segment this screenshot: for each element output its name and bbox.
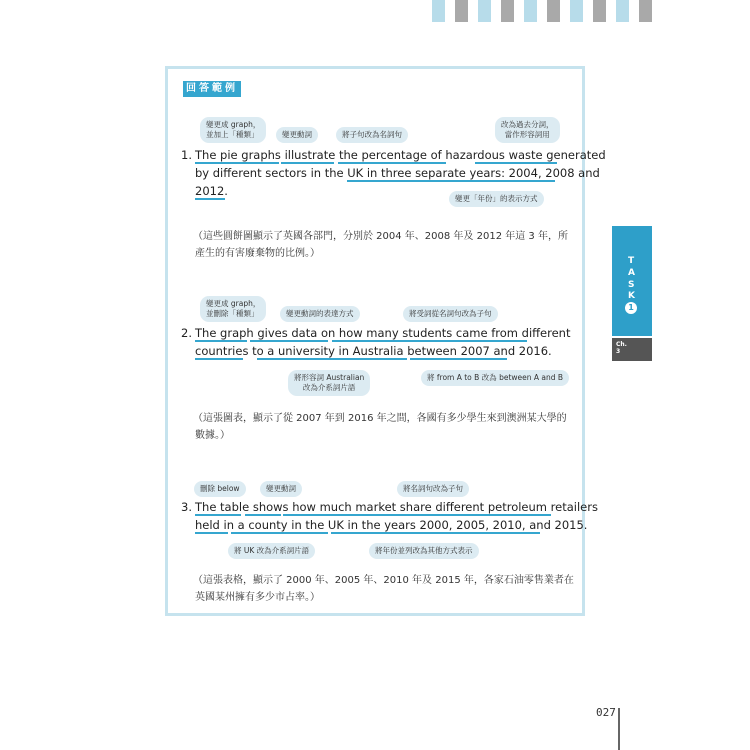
task-letter: A [628,268,635,278]
underline [195,198,225,200]
translation-1-line-1: （這些圓餅圖顯示了英國各部門，分別於 2004 年、2008 年及 2012 年這 3 年，所 [193,231,568,242]
stripe [478,0,491,22]
stripe [524,0,537,22]
underline [283,514,551,516]
underline [195,358,243,360]
note-bubble: 改為過去分詞， 當作形容詞用 [495,117,560,143]
stripe [616,0,629,22]
note-bubble: 將名詞句改為子句 [397,481,469,497]
sentence-1-line-3: 2012. [195,184,228,198]
stripe [501,0,514,22]
page-number-bar [618,708,620,750]
note-bubble: 將受詞從名詞句改為子句 [403,306,498,322]
note-bubble: 變更動詞 [260,481,302,497]
chapter-tab [612,338,652,361]
underline [331,532,540,534]
stripe [432,0,445,22]
sentence-1-line-1: The pie graphs illustrate the percentage of hazardous waste generated [195,148,606,162]
stripe [570,0,583,22]
note-bubble: 變更「年份」的表示方式 [449,191,544,207]
page-number: 027 [596,706,616,719]
underline [475,162,557,164]
task-letter: K [628,291,635,301]
underline [195,514,241,516]
sentence-3-line-1: The table shows how much market share different petroleum retailers [195,500,598,514]
note-bubble: 變更成 graph， 並刪除「種類」 [200,296,266,322]
underline [338,162,446,164]
underline [231,532,328,534]
translation-2-line-1: （這張圖表，顯示了從 2007 年到 2016 年之間，各國有多少學生來到澳洲某大學的 [193,413,567,424]
chapter-label: Ch. [616,341,627,348]
note-bubble: 將子句改為名詞句 [336,127,408,143]
note-bubble: 變更動詞 [276,127,318,143]
task-side-tab [612,226,652,336]
note-bubble: 將年份並列改為其他方式表示 [369,543,479,559]
underline [245,514,281,516]
underline [250,340,328,342]
sentence-1-number: 1. [181,148,192,162]
stripe [639,0,652,22]
note-bubble: 變更成 graph， 並加上「種類」 [200,117,266,143]
top-stripes [432,0,652,22]
translation-3-line-1: （這張表格，顯示了 2000 年、2005 年、2010 年及 2015 年，各家石油零售業者在 [193,575,574,586]
task-letter: T [628,256,635,266]
underline [257,358,407,360]
stripe [593,0,606,22]
underline [332,340,527,342]
sentence-2-line-2: countries to a university in Australia between 2007 and 2016. [195,344,552,358]
sentence-1-line-2: by different sectors in the UK in three separate years: 2004, 2008 and [195,166,600,180]
task-number-badge: 1 [625,302,637,314]
note-bubble: 將形容詞 Australian 改為介系詞片語 [288,370,370,396]
sentence-2-line-1: The graph gives data on how many students came from different [195,326,571,340]
sentence-3-line-2: held in a county in the UK in the years 2000, 2005, 2010, and 2015. [195,518,588,532]
note-bubble: 將 UK 改為介系詞片語 [228,543,315,559]
underline [347,180,555,182]
task-letter: S [628,280,635,290]
chapter-number: 3 [616,348,621,355]
underline [410,358,507,360]
sentence-3-number: 3. [181,500,192,514]
note-bubble: 將 from A to B 改為 between A and B [421,370,569,386]
underline [195,532,228,534]
underline [195,162,279,164]
translation-3-line-2: 英國某州擁有多少市占率。） [195,592,320,603]
section-title: 回答範例 [183,81,241,97]
underline [195,340,247,342]
stripe [455,0,468,22]
note-bubble: 變更動詞的表達方式 [280,306,360,322]
underline [281,162,334,164]
stripe [547,0,560,22]
translation-2-line-2: 數據。） [195,430,230,441]
note-bubble: 刪除 below [194,481,246,497]
translation-1-line-2: 產生的有害廢棄物的比例。） [195,248,320,259]
sentence-2-number: 2. [181,326,192,340]
